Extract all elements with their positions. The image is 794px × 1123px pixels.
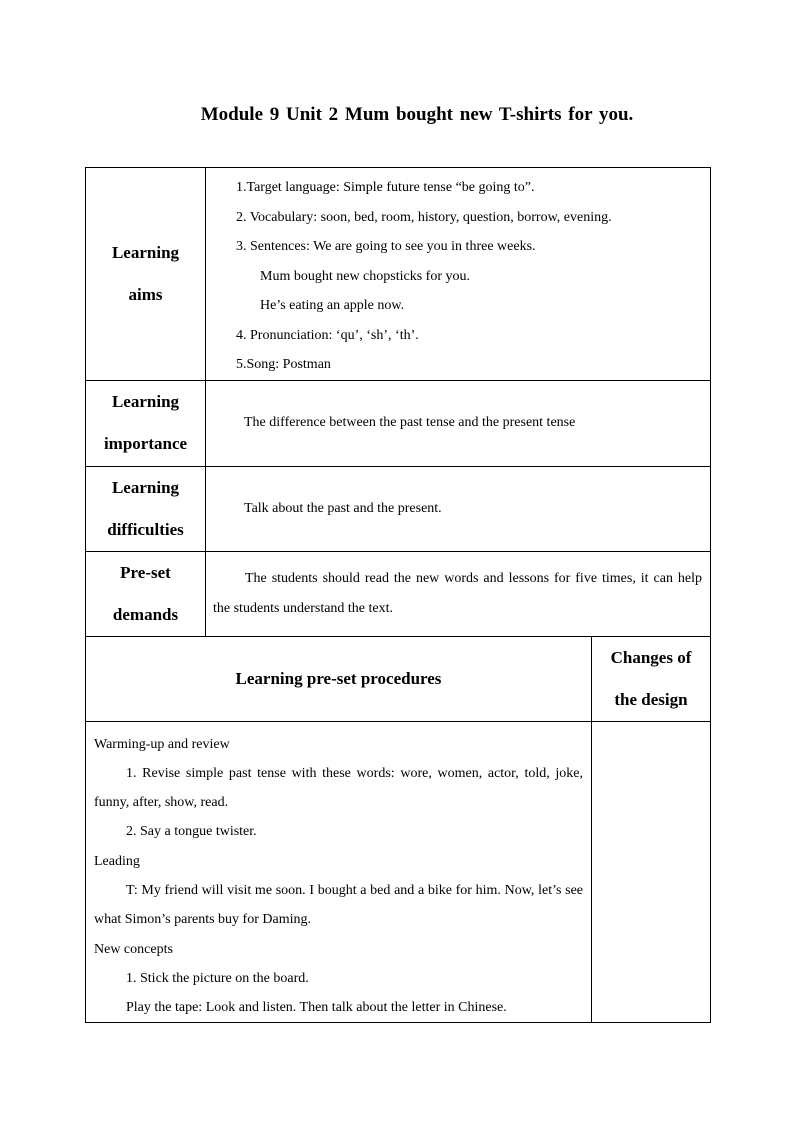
difficulties-text: Talk about the past and the present.: [244, 500, 442, 516]
preset-text: The students should read the new words and lessons for five times, it can help the students understand the text.: [213, 570, 702, 616]
importance-text: The difference between the past tense and the present tense: [244, 415, 576, 430]
aim-vocabulary: 2. Vocabulary: soon, bed, room, history, question, borrow, evening.: [236, 209, 612, 225]
label-line: Learning: [111, 477, 180, 497]
label-line: importance: [103, 434, 188, 453]
label-line: Pre-set: [120, 562, 171, 582]
row-procedures-body: [86, 721, 711, 1023]
aim-song: 5.Song: Postman: [236, 357, 331, 372]
aim-sentence-3: He’s eating an apple now.: [260, 298, 405, 313]
warmup-item-2: 2. Say a tongue twister.: [126, 824, 257, 840]
new-concepts-heading: New concepts: [94, 941, 173, 957]
label-line: Learning: [111, 242, 180, 262]
label-learning-difficulties: [86, 466, 206, 551]
row-preset-demands: [86, 551, 711, 636]
label-preset-demands: [86, 551, 206, 636]
row-learning-difficulties: [86, 466, 711, 551]
changes-of-design-cell: [592, 721, 711, 1023]
new-concepts-item-2: Play the tape: Look and listen. Then talk about the letter in Chinese.: [126, 1000, 507, 1016]
new-concepts-item-1: 1. Stick the picture on the board.: [126, 970, 309, 986]
aim-pronunciation: 4. Pronunciation: ‘qu’, ‘sh’, ‘th’.: [236, 327, 419, 343]
aim-sentences: 3. Sentences: We are going to see you in three weeks.: [236, 239, 536, 254]
procedures-content: [86, 721, 592, 1023]
aim-target-language: 1.Target language: Simple future tense “be going to”.: [236, 180, 535, 195]
row-procedures-header: [86, 636, 711, 721]
changes-of-design-header: [592, 636, 711, 721]
aim-sentence-2: Mum bought new chopsticks for you.: [260, 268, 470, 284]
procedures-header: Learning pre-set procedures: [86, 636, 592, 721]
leading-text: T: My friend will visit me soon. I bought a bed and a bike for him. Now, let’s see what Simon’s parents buy for Daming.: [94, 882, 583, 928]
row-learning-aims: [86, 168, 711, 381]
lesson-plan-table: [85, 167, 711, 1023]
warmup-item-1: 1. Revise simple past tense with these words: wore, women, actor, told, joke, funny, after, show, read.: [94, 765, 583, 811]
leading-heading: Leading: [94, 853, 140, 869]
preset-content: [206, 551, 711, 636]
label-line: Learning: [111, 392, 180, 411]
label-line: demands: [112, 604, 179, 624]
document-title: Module 9 Unit 2 Mum bought new T-shirts for you.: [200, 104, 634, 125]
warmup-heading: Warming-up and review: [94, 736, 230, 752]
label-learning-importance: [86, 380, 206, 466]
label-line: Changes of: [610, 647, 692, 667]
label-line: aims: [128, 284, 163, 304]
aims-content: [206, 168, 711, 381]
row-learning-importance: [86, 380, 711, 466]
label-line: difficulties: [107, 519, 184, 539]
label-learning-aims: [86, 168, 206, 381]
label-line: the design: [614, 689, 688, 709]
importance-content: [206, 380, 711, 466]
difficulties-content: [206, 466, 711, 551]
